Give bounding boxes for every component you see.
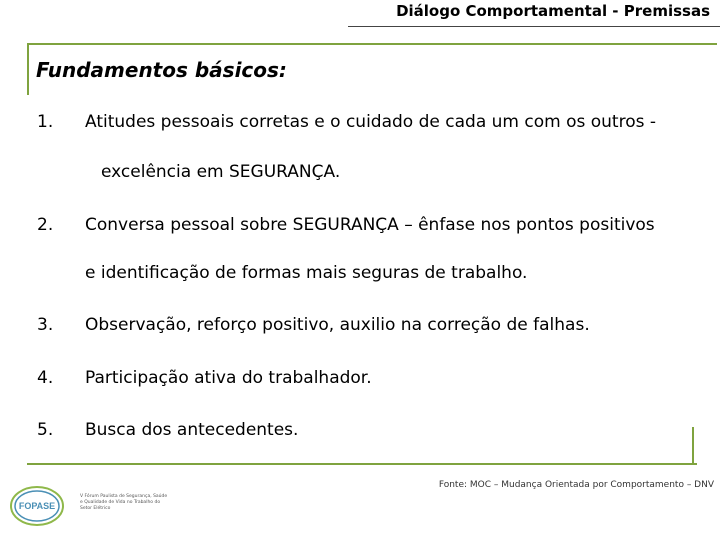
fopase-logo — [8, 484, 66, 528]
header-title: Diálogo Comportamental - Premissas — [396, 2, 710, 20]
section-heading: Fundamentos básicos: — [36, 58, 287, 82]
footer-tagline: V Fórum Paulista de Segurança, Saúde e Qualidade de Vida no Trabalho do Setor Elétrico — [80, 494, 168, 511]
header-underline — [348, 26, 720, 27]
item-text-line: Conversa pessoal sobre SEGURANÇA – ênfase nos pontos positivos — [85, 215, 655, 235]
frame-bottom-rule — [27, 463, 697, 465]
item-number: 1. — [37, 112, 54, 132]
logo-text: FOPASE — [18, 501, 56, 511]
item-number: 3. — [37, 315, 54, 335]
item-number: 4. — [37, 368, 54, 388]
footer-source: Fonte: MOC – Mudança Orientada por Comportamento – DNV — [438, 480, 714, 490]
item-text-line: Participação ativa do trabalhador. — [85, 368, 372, 388]
frame-top-rule — [27, 43, 717, 45]
item-text-line: Busca dos antecedentes. — [85, 420, 299, 440]
frame-right-rule — [692, 427, 694, 465]
item-text-line: Atitudes pessoais corretas e o cuidado de cada um com os outros - — [85, 112, 657, 132]
item-number: 2. — [37, 215, 54, 235]
frame-left-rule — [27, 43, 29, 95]
item-text-line: excelência em SEGURANÇA. — [101, 162, 341, 182]
item-text-line: e identificação de formas mais seguras de trabalho. — [85, 263, 528, 283]
item-text-line: Observação, reforço positivo, auxilio na correção de falhas. — [85, 315, 590, 335]
item-number: 5. — [37, 420, 54, 440]
